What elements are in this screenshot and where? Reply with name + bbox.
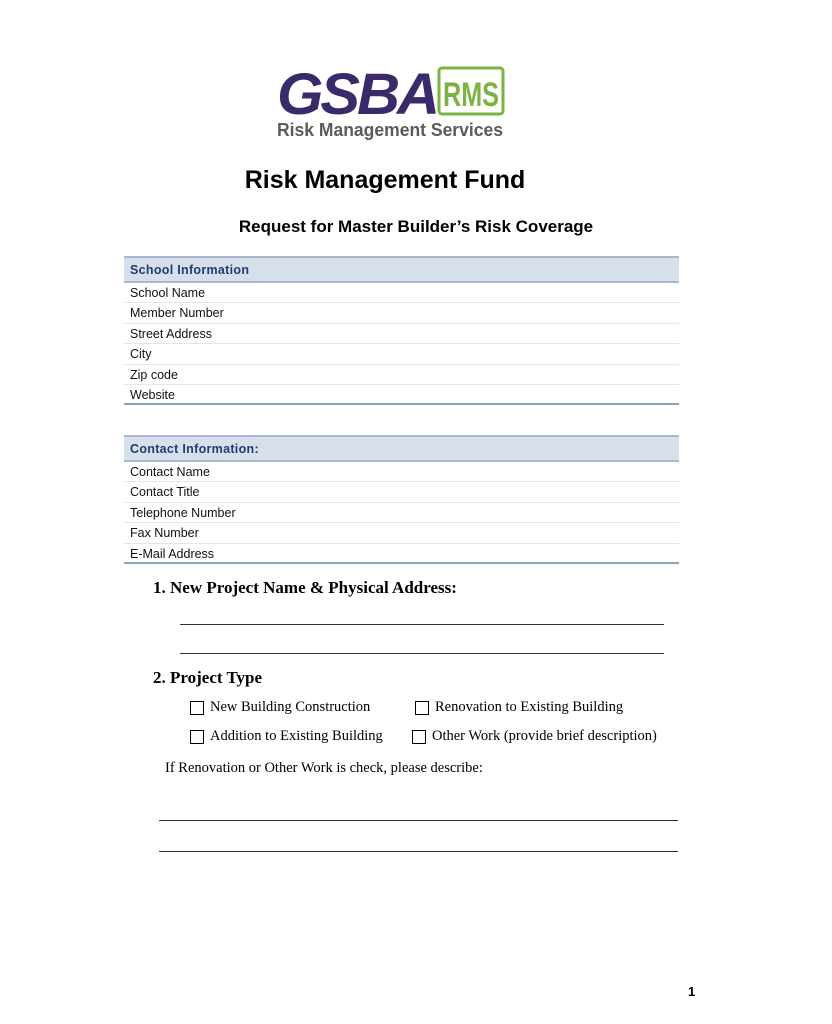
svg-text:Risk Management Services: Risk Management Services bbox=[277, 120, 503, 140]
describe-instruction: If Renovation or Other Work is check, please describe: bbox=[165, 760, 483, 776]
checkbox[interactable] bbox=[415, 701, 429, 715]
member-number-field[interactable]: Member Number bbox=[124, 303, 679, 323]
zip-code-field[interactable]: Zip code bbox=[124, 365, 679, 385]
school-information-heading: School Information bbox=[124, 256, 679, 283]
telephone-number-field[interactable]: Telephone Number bbox=[124, 503, 679, 523]
gsba-rms-logo bbox=[275, 62, 507, 142]
option-new-building-construction[interactable] bbox=[190, 699, 370, 716]
contact-name-field[interactable]: Contact Name bbox=[124, 462, 679, 482]
checkbox[interactable] bbox=[412, 730, 426, 744]
website-field[interactable]: Website bbox=[124, 385, 679, 405]
project-address-line[interactable] bbox=[180, 653, 664, 654]
checkbox[interactable] bbox=[190, 701, 204, 715]
question-1-heading: 1. New Project Name & Physical Address: bbox=[153, 578, 457, 597]
project-name-line[interactable] bbox=[180, 624, 664, 625]
description-line-2[interactable] bbox=[159, 851, 678, 852]
option-renovation-existing-building[interactable] bbox=[415, 699, 623, 716]
contact-information-heading: Contact Information: bbox=[124, 435, 679, 462]
city-field[interactable]: City bbox=[124, 344, 679, 364]
option-label: Other Work (provide brief description) bbox=[432, 728, 657, 744]
option-label: Renovation to Existing Building bbox=[435, 699, 624, 715]
option-other-work[interactable] bbox=[412, 728, 657, 745]
contact-title-field[interactable]: Contact Title bbox=[124, 482, 679, 502]
school-information-section bbox=[124, 256, 679, 405]
option-addition-existing-building[interactable] bbox=[190, 728, 383, 745]
option-label: Addition to Existing Building bbox=[210, 728, 383, 744]
svg-text:RMS: RMS bbox=[443, 76, 499, 114]
question-2-heading: 2. Project Type bbox=[153, 668, 263, 687]
option-label: New Building Construction bbox=[210, 699, 371, 715]
svg-text:GSBA: GSBA bbox=[277, 62, 437, 127]
page-number: 1 bbox=[688, 984, 696, 999]
page-title: Risk Management Fund bbox=[244, 166, 526, 194]
description-line-1[interactable] bbox=[159, 820, 678, 821]
contact-information-section bbox=[124, 435, 679, 564]
page-subtitle: Request for Master Builder’s Risk Coverage bbox=[238, 217, 594, 236]
street-address-field[interactable]: Street Address bbox=[124, 324, 679, 344]
logo-graphic bbox=[275, 62, 507, 142]
email-address-field[interactable]: E-Mail Address bbox=[124, 544, 679, 564]
checkbox[interactable] bbox=[190, 730, 204, 744]
fax-number-field[interactable]: Fax Number bbox=[124, 523, 679, 543]
school-name-field[interactable]: School Name bbox=[124, 283, 679, 303]
